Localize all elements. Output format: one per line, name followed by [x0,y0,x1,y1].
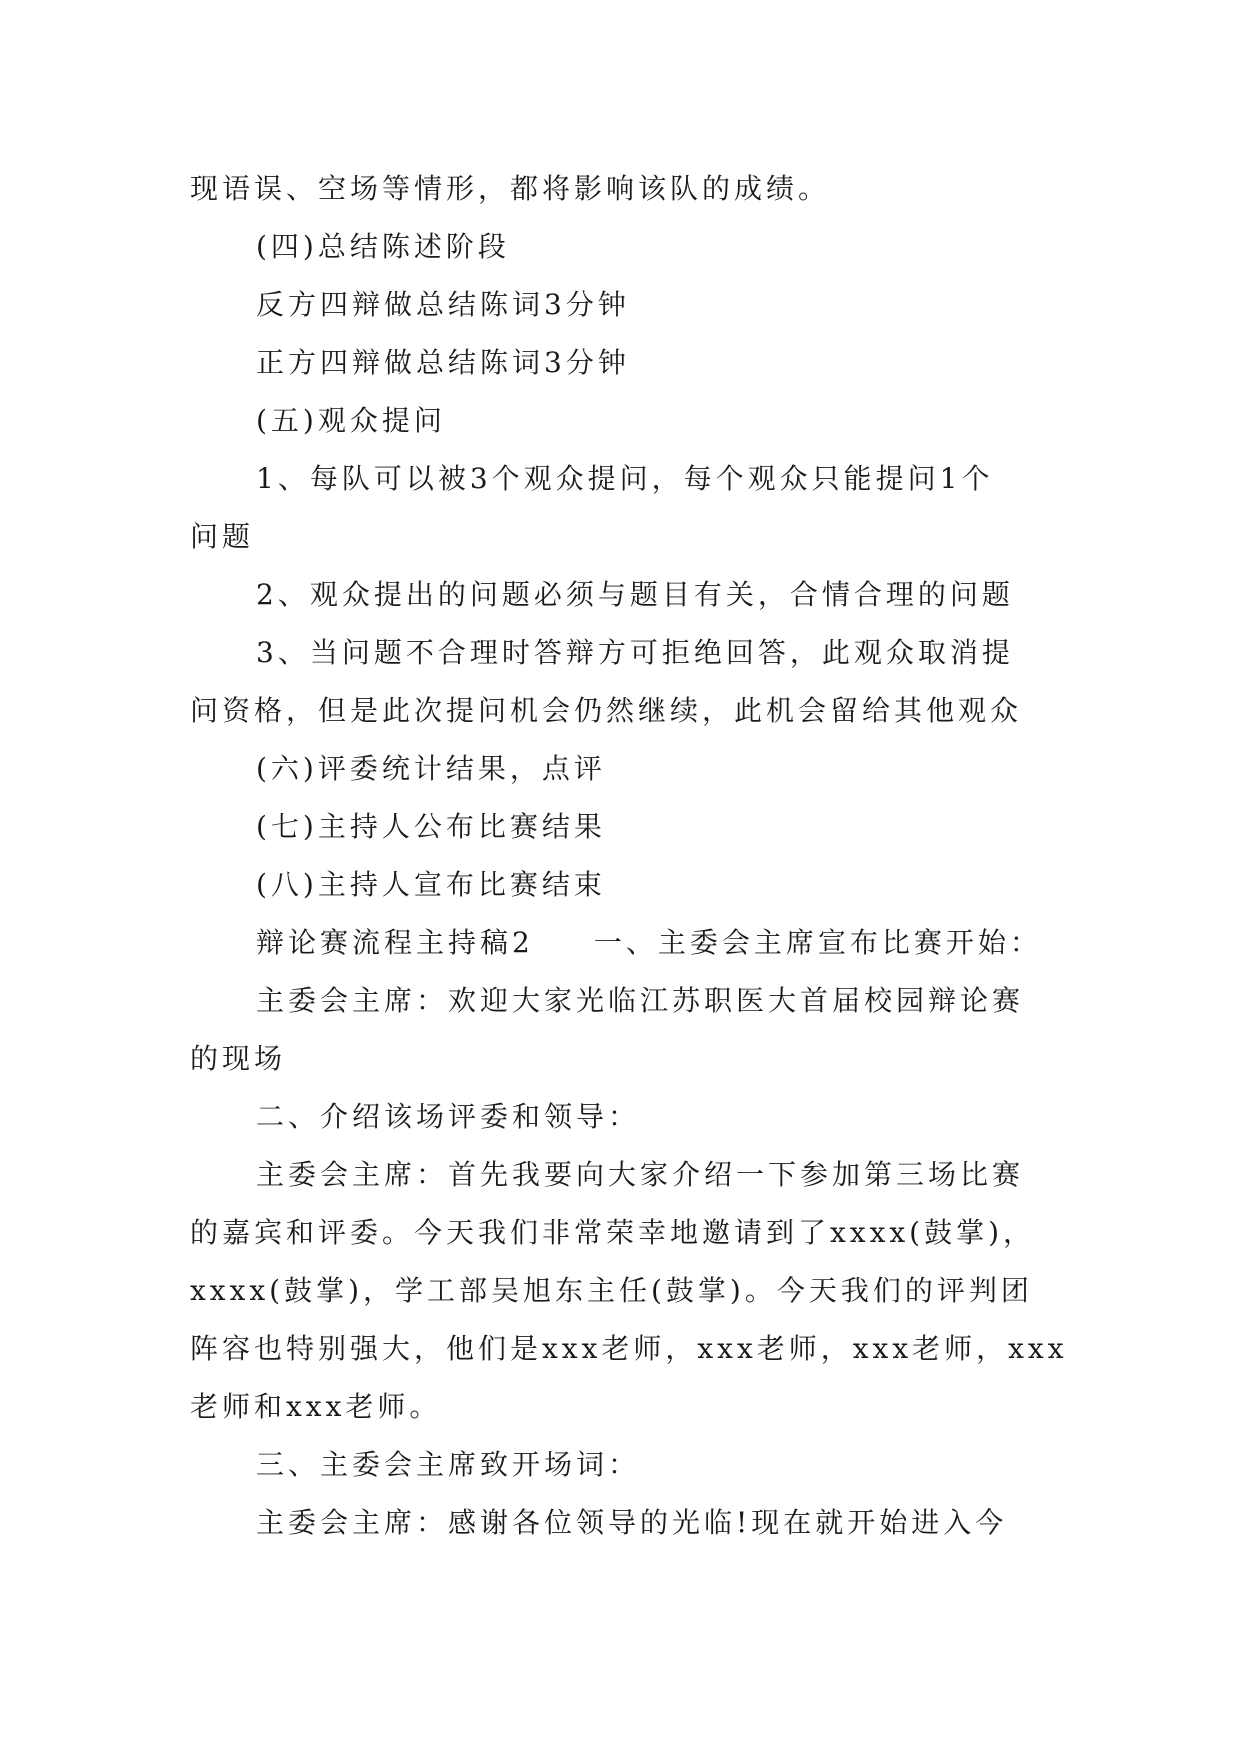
text-line: 的嘉宾和评委。今天我们非常荣幸地邀请到了xxxx(鼓掌)， [190,1216,1036,1249]
text-line: 反方四辩做总结陈词3分钟 [256,288,630,321]
section-heading-end: (八)主持人宣布比赛结束 [256,868,606,901]
section-heading-summary: (四)总结陈述阶段 [256,230,510,263]
section-heading-audience-questions: (五)观众提问 [256,404,446,437]
text-line: 2、观众提出的问题必须与题目有关，合情合理的问题 [256,578,1014,611]
script-title: 辩论赛流程主持稿2 [256,926,534,959]
text-line: 3、当问题不合理时答辩方可拒绝回答，此观众取消提 [256,636,1014,669]
section-heading-opening: 三、主委会主席致开场词： [256,1448,641,1481]
text-line: 现语误、空场等情形，都将影响该队的成绩。 [190,172,831,205]
text-line: 老师和xxx老师。 [190,1390,442,1423]
text-line: 阵容也特别强大，他们是xxx老师，xxx老师，xxx老师，xxx [190,1332,1068,1365]
text-line: 1、每队可以被3个观众提问，每个观众只能提问1个 [256,462,994,495]
text-line: xxxx(鼓掌)，学工部吴旭东主任(鼓掌)。今天我们的评判团 [190,1274,1033,1307]
text-line: 问题 [190,520,255,553]
section-heading-judges: (六)评委统计结果，点评 [256,752,606,785]
text-line: 问资格，但是此次提问机会仍然继续，此机会留给其他观众 [190,694,1023,727]
text-line: 主委会主席：首先我要向大家介绍一下参加第三场比赛 [256,1158,1025,1191]
section-heading-introduce: 二、介绍该场评委和领导： [256,1100,641,1133]
section-heading-start: 一、主委会主席宣布比赛开始： [593,926,1042,959]
text-line: 的现场 [190,1042,287,1075]
text-line: 主委会主席：感谢各位领导的光临!现在就开始进入今 [256,1506,1008,1539]
text-line: 正方四辩做总结陈词3分钟 [256,346,630,379]
script-title-line [190,914,1052,972]
section-heading-results: (七)主持人公布比赛结果 [256,810,606,843]
text-line: 主委会主席：欢迎大家光临江苏职医大首届校园辩论赛 [256,984,1025,1017]
document-body [190,160,1068,1552]
